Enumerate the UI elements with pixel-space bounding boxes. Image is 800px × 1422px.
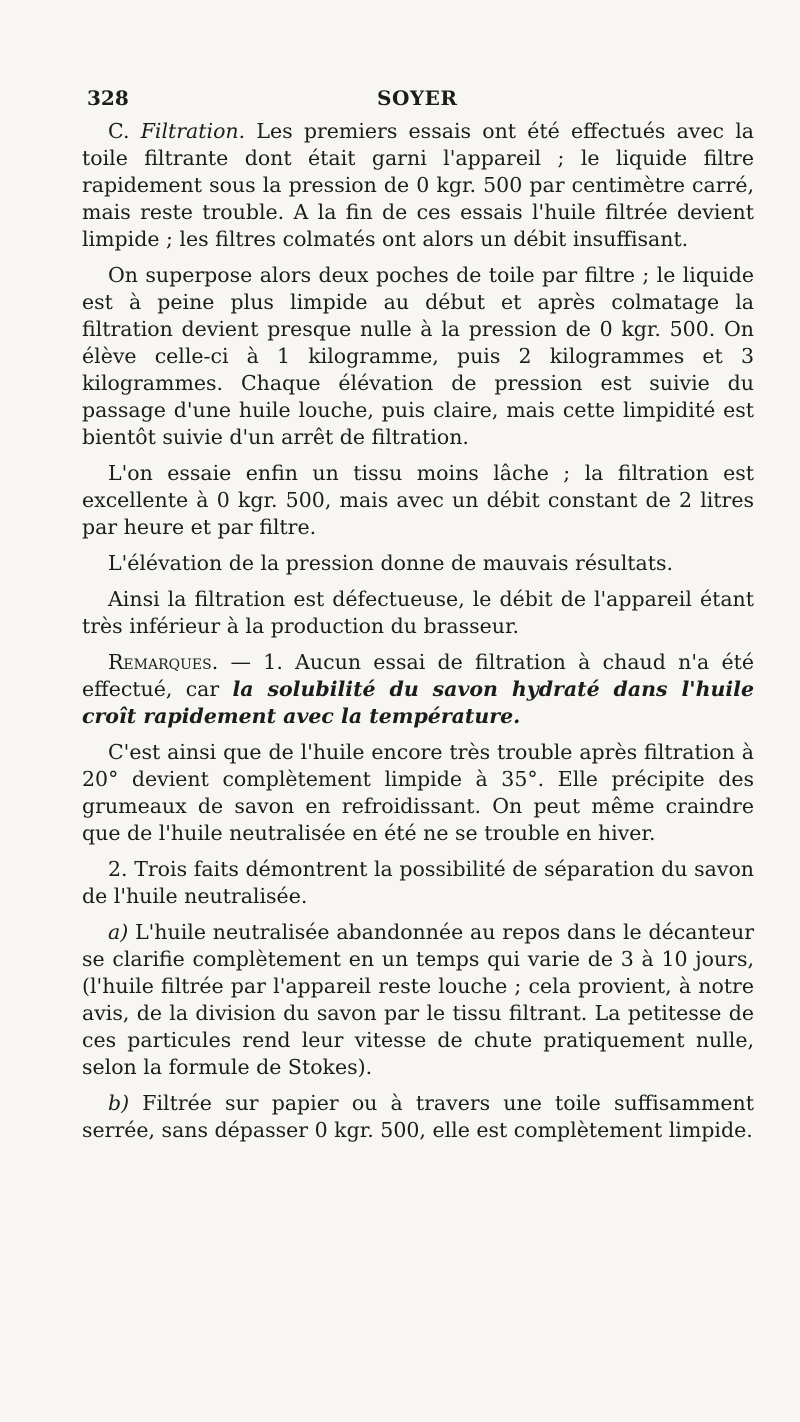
item-label-a: a)	[108, 920, 129, 944]
section-title: Filtration.	[140, 119, 246, 143]
paragraph-conclusion: Ainsi la filtration est défectueuse, le débit de l'appareil étant très inférieur à la production du brasseur.	[82, 587, 754, 638]
paragraph-pressure-results: L'élévation de la pression donne de mauvais résultats.	[108, 551, 674, 575]
paragraph-filtration	[82, 118, 754, 253]
paragraph-remarques	[82, 649, 754, 730]
item-label-b: b)	[108, 1091, 130, 1115]
paragraph-two-pockets: On superpose alors deux poches de toile par filtre ; le liquide est à peine plus limpide au début et après colmatage la filtration devient presque nulle à la pression de 0 kgr. 500. On élève celle-ci à 1 kilogramme, puis 2 kilogrammes et 3 kilogrammes. Chaque élévation de pression est suivie du passage d'une huile louche, puis claire, mais cette limpidité est bientôt suivie d'un arrêt de filtration.	[82, 263, 754, 449]
paragraph-three-facts: 2. Trois faits démontrent la possibilité de séparation du savon de l'huile neutralisée.	[82, 857, 754, 908]
page-header	[82, 78, 754, 118]
emphasis-text: la solubilité du savon hydraté dans l'huile croît rapidement avec la température.	[82, 677, 754, 728]
paragraph-text: — 1. Aucun essai de filtration à chaud n'a été effectué, car	[82, 650, 754, 701]
paragraph-looser-fabric: L'on essaie enfin un tissu moins lâche ; la filtration est excellente à 0 kgr. 500, mais avec un débit constant de 2 litres par heure et par filtre.	[82, 461, 754, 539]
remarques-label: Remarques.	[108, 650, 219, 674]
body-text	[82, 118, 754, 1144]
paragraph-item-b	[82, 1090, 754, 1144]
section-label: C.	[108, 119, 141, 143]
running-head: SOYER	[377, 86, 458, 110]
page-number: 328	[87, 86, 129, 110]
paragraph-item-a	[82, 919, 754, 1081]
paragraph-text: Les premiers essais ont été effectués avec la toile filtrante dont était garni l'appareil ; le liquide filtre rapidement sous la pression de 0 kgr. 500 par centimètre carré, mais reste trouble. A la fin de ces essais l'huile filtrée devient limpide ; les filtres colmatés ont alors un débit insuffisant.	[82, 119, 754, 251]
paragraph-temperature: C'est ainsi que de l'huile encore très trouble après filtration à 20° devient complètement limpide à 35°. Elle précipite des grumeaux de savon en refroidissant. On peut même craindre que de l'huile neutralisée en été ne se trouble en hiver.	[82, 740, 754, 845]
paragraph-text: Filtrée sur papier ou à travers une toile suffisamment serrée, sans dépasser 0 kgr. 500, elle est complètement limpide.	[82, 1091, 754, 1142]
paragraph-text: L'huile neutralisée abandonnée au repos dans le décanteur se clarifie complètement en un temps qui varie de 3 à 10 jours, (l'huile filtrée par l'appareil reste louche ; cela provient, à notre avis, de la division du savon par le tissu filtrant. La petitesse de ces particules rend leur vitesse de chute pratiquement nulle, selon la formule de Stokes).	[82, 920, 754, 1079]
